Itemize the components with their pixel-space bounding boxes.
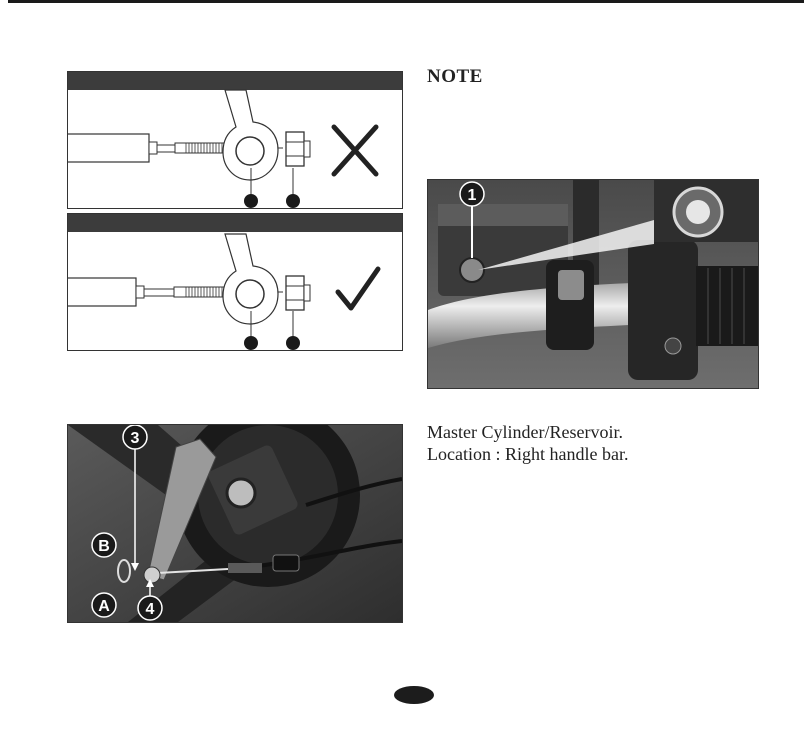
check-icon <box>338 269 378 308</box>
callout-1: 1 <box>467 187 477 204</box>
photo-master-cylinder-reservoir <box>427 179 759 389</box>
cable-adjuster-drawing <box>68 72 402 208</box>
top-rule <box>8 0 804 3</box>
callout-4: 4 <box>145 601 155 618</box>
callout-a: A <box>98 598 110 615</box>
callout-b: B <box>98 538 110 555</box>
callout-3: 3 <box>130 430 140 447</box>
page-number-badge <box>394 686 434 704</box>
cable-adjuster-drawing <box>68 214 402 350</box>
note-heading: NOTE <box>427 66 483 87</box>
caption-line-2: Location : Right handle bar. <box>427 444 629 464</box>
diagram-correct-adjustment <box>67 213 403 351</box>
diagram-incorrect-adjustment <box>67 71 403 209</box>
photo-rear-brake-adjuster <box>67 424 403 623</box>
cross-icon <box>334 127 376 174</box>
caption-line-1: Master Cylinder/Reservoir. <box>427 422 623 442</box>
